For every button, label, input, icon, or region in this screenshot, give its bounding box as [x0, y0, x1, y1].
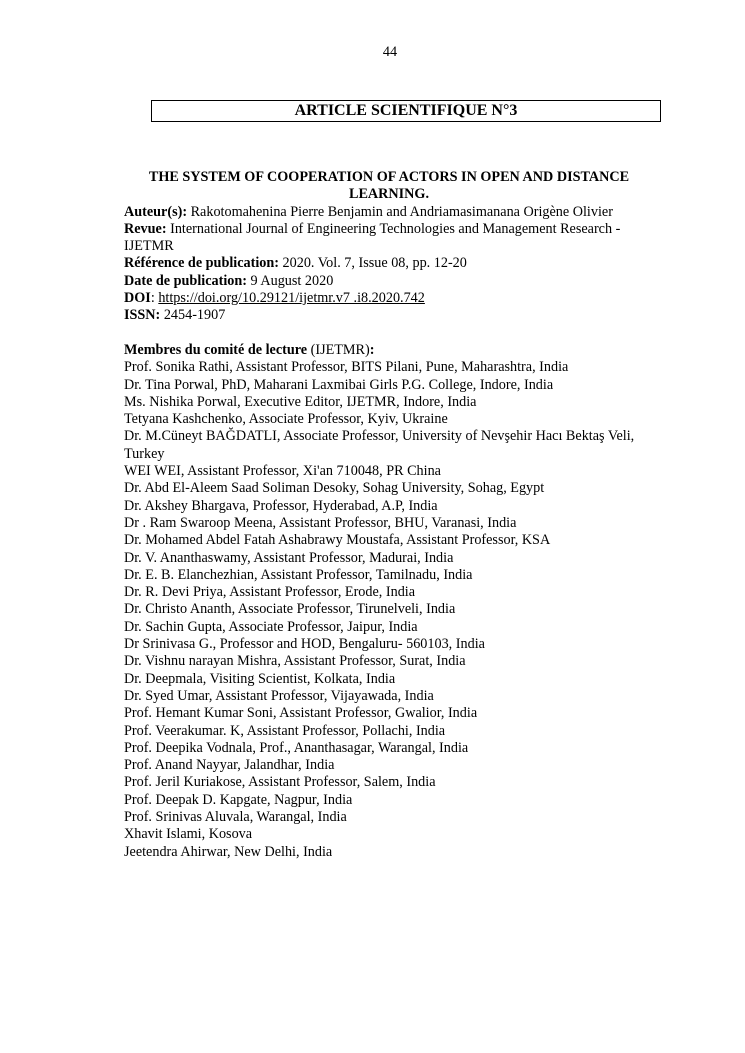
authors-line [124, 204, 654, 221]
authors-label: Auteur(s): [124, 203, 188, 220]
journal-label: Revue: [124, 220, 167, 237]
doi-link[interactable]: https://doi.org/10.29121/ijetmr.v7 .i8.2020.742 [158, 290, 425, 307]
committee-member: Dr. M.Cüneyt BAĞDATLI, Associate Professor, University of Nevşehir Hacı Bektaş Veli, Turkey [124, 428, 635, 462]
article-heading: ARTICLE SCIENTIFIQUE N°3 [294, 102, 518, 119]
committee-member: Dr. R. Devi Priya, Assistant Professor, Erode, India [124, 584, 416, 601]
committee-member: Prof. Hemant Kumar Soni, Assistant Professor, Gwalior, India [124, 705, 478, 722]
committee-member: Prof. Srinivas Aluvala, Warangal, India [124, 808, 347, 825]
committee-member: Dr. Tina Porwal, PhD, Maharani Laxmibai Girls P.G. College, Indore, India [124, 376, 554, 393]
committee-header [124, 342, 654, 359]
committee-member: Dr. Deepmala, Visiting Scientist, Kolkata, India [124, 670, 396, 687]
article-heading-box [151, 100, 661, 122]
committee-member: WEI WEI, Assistant Professor, Xi'an 710048, PR China [124, 463, 441, 480]
committee-member: Dr. V. Ananthaswamy, Assistant Professor, Madurai, India [124, 549, 454, 566]
journal-line [124, 221, 654, 256]
issn-line [124, 307, 654, 324]
date-line [124, 273, 654, 290]
committee-label: Membres du comité de lecture [124, 341, 308, 358]
reference-line [124, 255, 654, 272]
committee-member: Prof. Jeril Kuriakose, Assistant Professor, Salem, India [124, 774, 436, 791]
committee-member: Dr. Christo Ananth, Associate Professor, Tirunelveli, India [124, 601, 456, 618]
authors-value: Rakotomahenina Pierre Benjamin and Andriamasimanana Origène Olivier [187, 203, 613, 220]
committee-member: Tetyana Kashchenko, Associate Professor, Kyiv, Ukraine [124, 411, 448, 428]
reference-value: 2020. Vol. 7, Issue 08, pp. 12-20 [279, 255, 467, 272]
committee-member: Dr. E. B. Elanchezhian, Assistant Professor, Tamilnadu, India [124, 566, 473, 583]
committee-label-colon: : [369, 341, 375, 358]
page-number: 44 [382, 44, 398, 60]
issn-value: 2454-1907 [160, 307, 226, 324]
committee-member: Prof. Veerakumar. K, Assistant Professor, Pollachi, India [124, 722, 446, 739]
article-title: THE SYSTEM OF COOPERATION OF ACTORS IN OPEN AND DISTANCE LEARNING. [148, 169, 630, 203]
journal-value: International Journal of Engineering Technologies and Management Research - IJETMR [124, 220, 621, 255]
committee-member: Dr. Abd El-Aleem Saad Soliman Desoky, Sohag University, Sohag, Egypt [124, 480, 545, 497]
committee-member: Xhavit Islami, Kosova [124, 826, 253, 843]
article-content [124, 169, 654, 861]
committee-member: Prof. Anand Nayyar, Jalandhar, India [124, 757, 335, 774]
committee-member: Prof. Deepak D. Kapgate, Nagpur, India [124, 791, 353, 808]
committee-label-suffix: (IJETMR) [307, 341, 370, 358]
spacer [124, 325, 654, 342]
reference-label: Référence de publication: [124, 255, 279, 272]
committee-member: Dr. Syed Umar, Assistant Professor, Vijayawada, India [124, 687, 434, 704]
committee-member: Dr. Akshey Bhargava, Professor, Hyderabad, A.P, India [124, 497, 438, 514]
doi-label: DOI [124, 290, 151, 307]
committee-member: Dr. Vishnu narayan Mishra, Assistant Professor, Surat, India [124, 653, 466, 670]
committee-member: Dr. Sachin Gupta, Associate Professor, Jaipur, India [124, 618, 418, 635]
committee-member: Prof. Deepika Vodnala, Prof., Ananthasagar, Warangal, India [124, 739, 469, 756]
committee-member: Prof. Sonika Rathi, Assistant Professor, BITS Pilani, Pune, Maharashtra, India [124, 359, 569, 376]
issn-label: ISSN: [124, 307, 161, 324]
date-value: 9 August 2020 [246, 272, 334, 289]
date-label: Date de publication: [124, 272, 247, 289]
committee-member: Dr Srinivasa G., Professor and HOD, Bengaluru- 560103, India [124, 636, 485, 653]
doi-separator: : [150, 290, 159, 307]
committee-member: Ms. Nishika Porwal, Executive Editor, IJETMR, Indore, India [124, 393, 477, 410]
committee-member: Dr. Mohamed Abdel Fatah Ashabrawy Moustafa, Assistant Professor, KSA [124, 532, 551, 549]
committee-members-list [124, 359, 654, 861]
committee-member: Jeetendra Ahirwar, New Delhi, India [124, 843, 333, 860]
doi-line [124, 290, 654, 307]
committee-member: Dr . Ram Swaroop Meena, Assistant Professor, BHU, Varanasi, India [124, 514, 517, 531]
